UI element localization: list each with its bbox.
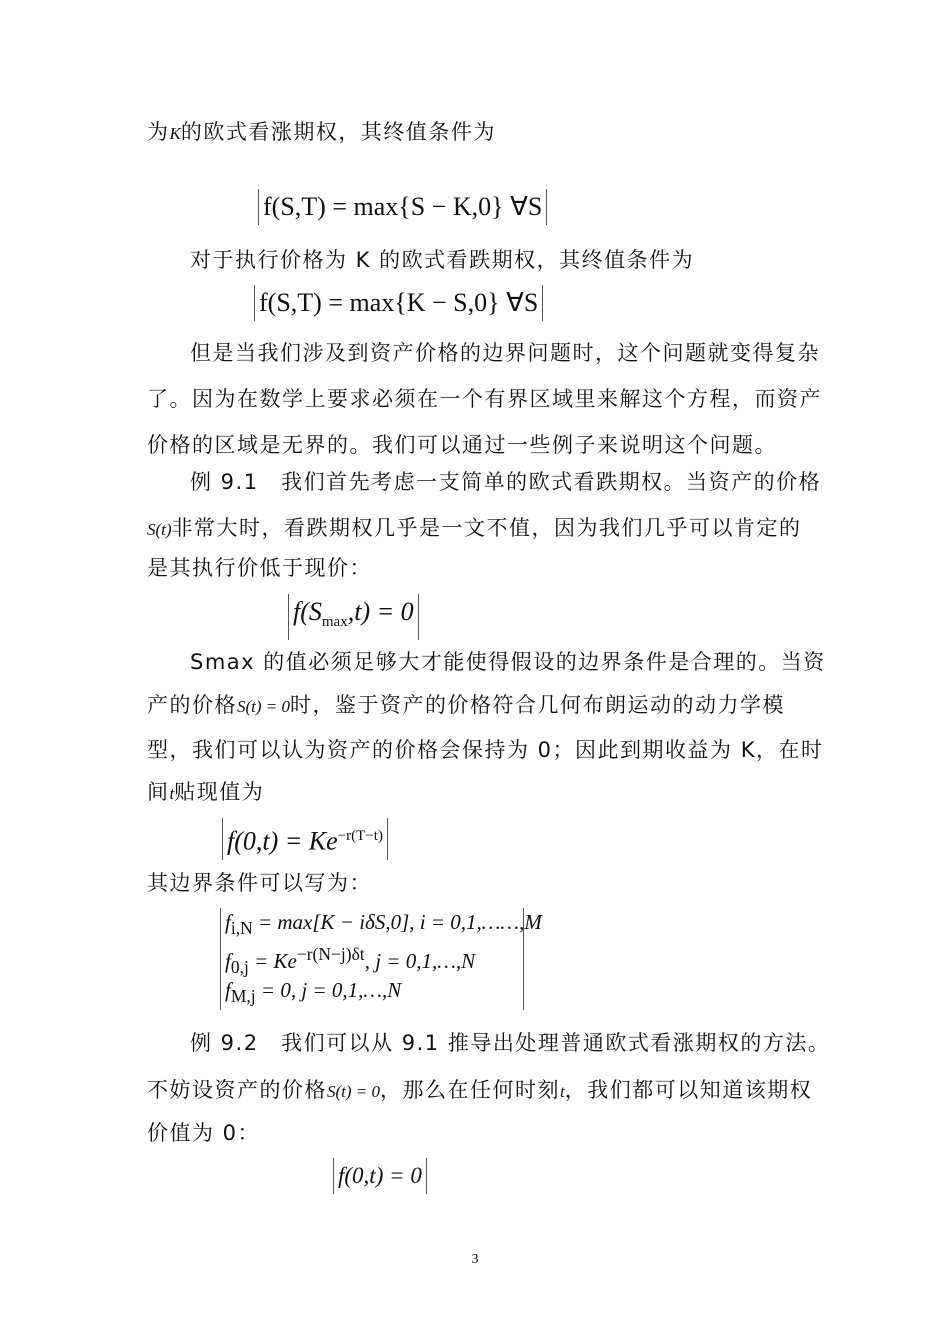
text-segment: 不妨设资产的价格 — [147, 1078, 327, 1102]
text-segment: 为 — [147, 120, 170, 144]
equation-discounted-strike — [222, 818, 388, 860]
text-segment: ，我们都可以知道该期权 — [564, 1078, 813, 1102]
text-line-4: 了。因为在数学上要求必须在一个有界区域里来解这个方程，而资产 — [147, 387, 822, 411]
equation-text: = max[K − iδS,0], i = 0,1,……,M — [252, 910, 542, 934]
equation-text: f(0,t) = 0 — [338, 1163, 422, 1188]
text-segment: 贴现值为 — [174, 780, 265, 804]
text-line-15 — [147, 1074, 812, 1104]
text-line-9: Smax 的值必须足够大才能使得假设的边界条件是合理的。当资 — [190, 650, 826, 674]
equation-text: , j = 0,1,…,N — [364, 949, 476, 973]
math-inline: S(t) = 0 — [327, 1082, 381, 1101]
text-segment: 非常大时，看跌期权几乎是一文不值，因为我们几乎可以肯定的 — [171, 516, 802, 540]
equation-subscript: 0,j — [230, 957, 249, 978]
equation-text: ,t) = 0 — [347, 597, 414, 626]
text-line-14: 例 9.2 我们可以从 9.1 推导出处理普通欧式看涨期权的方法。 — [190, 1031, 831, 1055]
equation-smax-boundary — [288, 594, 419, 640]
equation-text: f — [225, 978, 231, 1002]
text-line-16: 价值为 0： — [147, 1121, 261, 1145]
boundary-condition-system — [220, 908, 542, 1010]
equation-put-terminal — [254, 285, 543, 321]
math-inline: t — [560, 1082, 565, 1101]
equation-superscript: −r(N−j)δt — [296, 944, 365, 964]
text-segment: 产的价格 — [147, 693, 237, 717]
text-segment: ，那么在任何时刻 — [380, 1078, 561, 1102]
equation-text: f(0,t) = Ke — [227, 826, 338, 856]
text-line-11: 型，我们可以认为资产的价格会保持为 0；因此到期收益为 K，在时 — [147, 738, 824, 762]
text-line-13: 其边界条件可以写为： — [147, 871, 372, 895]
equation-subscript: i,N — [230, 918, 253, 939]
text-line-3: 但是当我们涉及到资产价格的边界问题时，这个问题就变得复杂 — [190, 341, 820, 365]
text-line-2: 对于执行价格为 K 的欧式看跌期权，其终值条件为 — [190, 248, 695, 272]
text-line-12 — [147, 776, 264, 806]
equation-subscript: M,j — [230, 986, 256, 1007]
math-inline: K — [169, 124, 181, 143]
text-segment: 的欧式看涨期权，其终值条件为 — [180, 120, 496, 144]
text-line-10 — [147, 689, 785, 719]
text-segment: 间 — [147, 780, 170, 804]
system-row-1 — [225, 910, 542, 939]
system-row-2 — [225, 944, 475, 978]
system-row-3 — [225, 978, 401, 1007]
equation-text: = Ke — [248, 949, 297, 973]
equation-text: f — [225, 910, 231, 934]
equation-text: f(S,T) = max{S − K,0} ∀S — [263, 192, 543, 221]
math-inline: S(t) — [147, 520, 172, 539]
text-line-5: 价格的区域是无界的。我们可以通过一些例子来说明这个问题。 — [147, 433, 777, 457]
page-number: 3 — [471, 1252, 479, 1267]
math-inline: S(t) = 0 — [237, 697, 291, 716]
equation-text: f(S,T) = max{K − S,0} ∀S — [259, 288, 539, 317]
equation-superscript: −r(T−t) — [337, 828, 383, 844]
text-line-8: 是其执行价低于现价： — [147, 556, 372, 580]
text-line-1 — [147, 116, 496, 146]
equation-call-terminal — [258, 189, 547, 225]
equation-call-zero-boundary — [333, 1158, 427, 1194]
text-line-7 — [147, 512, 802, 542]
equation-text: f — [225, 949, 231, 973]
text-segment: 时，鉴于资产的价格符合几何布朗运动的动力学模 — [290, 693, 786, 717]
equation-text: = 0, j = 0,1,…,N — [255, 978, 402, 1002]
equation-subscript: max — [321, 614, 348, 631]
math-inline: t — [169, 784, 175, 803]
text-line-6: 例 9.1 我们首先考虑一支简单的欧式看跌期权。当资产的价格 — [190, 470, 822, 494]
equation-text: f(S — [293, 597, 322, 626]
